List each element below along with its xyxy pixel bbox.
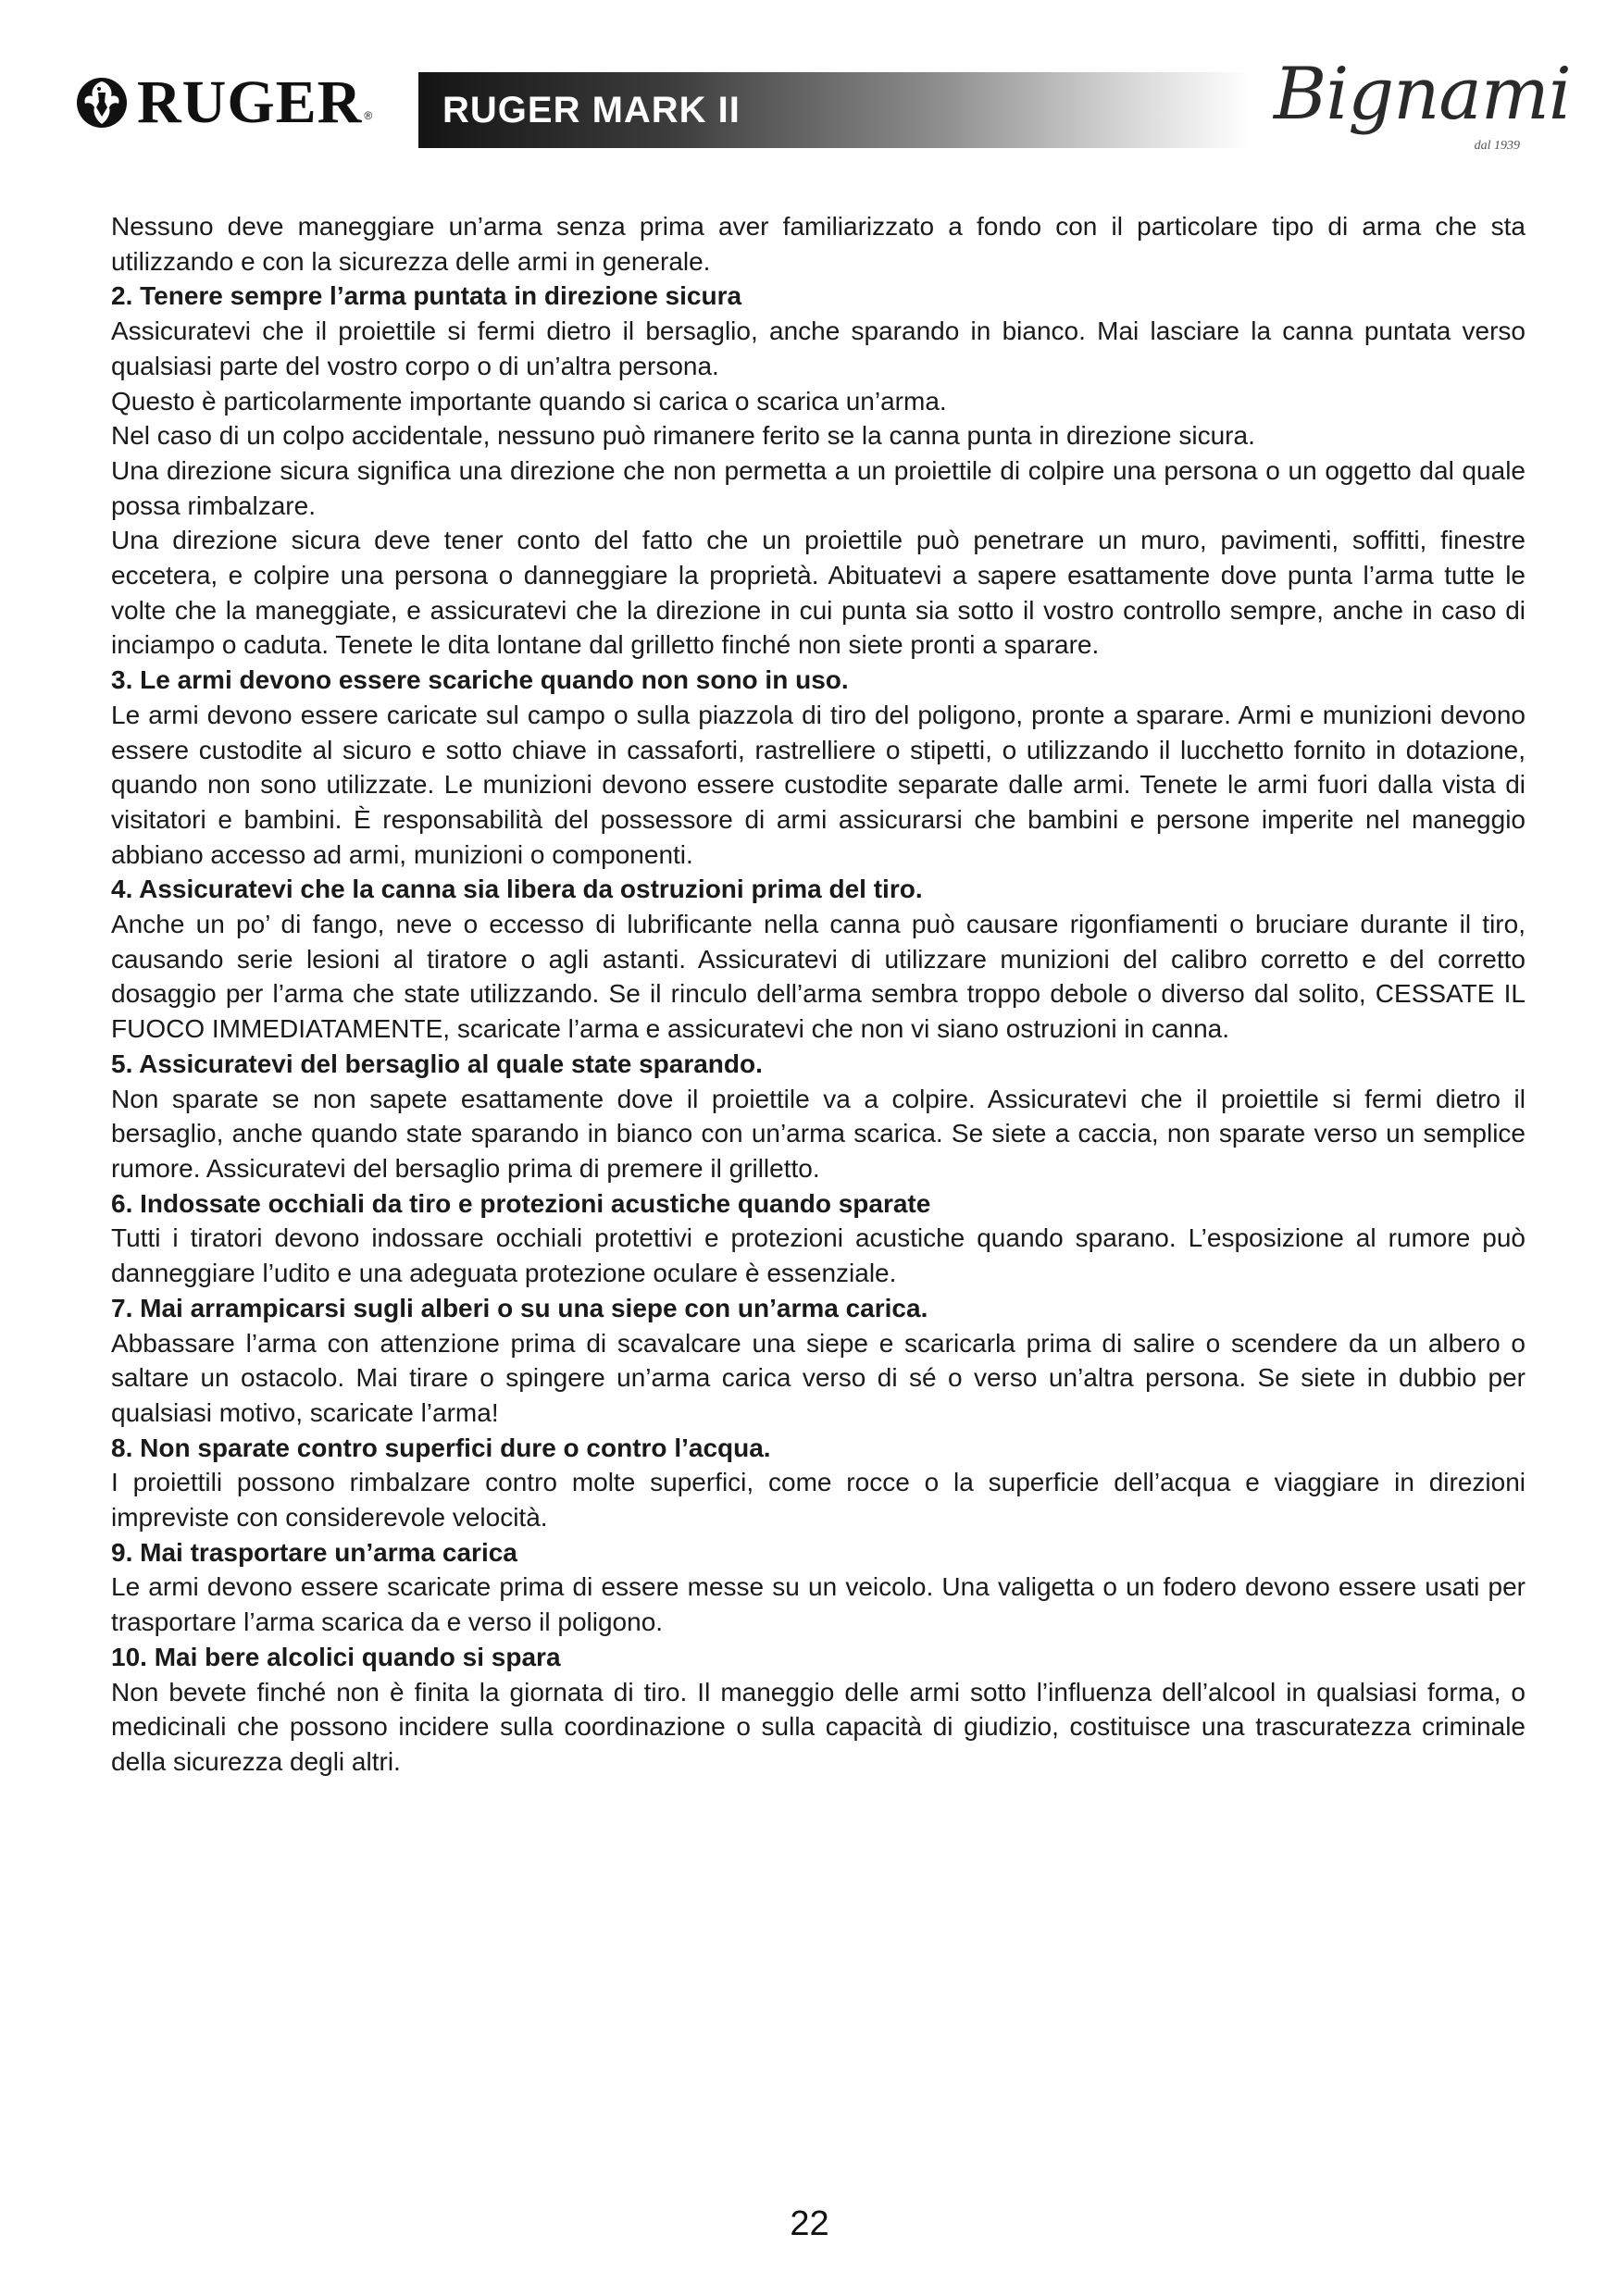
- ruger-wordmark: RUGER: [137, 68, 363, 136]
- ruger-eagle-icon: [74, 70, 130, 135]
- body-paragraph: Anche un po’ di fango, neve o eccesso di lubrificante nella canna può causare rigonfiamenti o bruciare durante il tiro, causando serie lesioni al tiratore o agli astanti. Assicuratevi di utilizzare munizioni del calibro corretto e del corretto dosaggio per l’arma che state utilizzando. Se il rinculo dell’arma sembra troppo debole o diverso dal solito, CESSATE IL FUOCO IMMEDIATAMENTE, scaricate l’arma e assicuratevi che non vi siano ostruzioni in canna.: [111, 910, 1526, 1044]
- bignami-wordmark: Bignami: [1274, 53, 1571, 136]
- bignami-since: dal 1939: [1474, 139, 1520, 153]
- body-paragraph: Una direzione sicura significa una direzione che non permetta a un proiettile di colpire una persona o un oggetto dal quale possa rimbalzare.: [111, 455, 1526, 520]
- ruger-logo: [74, 68, 372, 137]
- body-paragraph: Tutti i tiratori devono indossare occhiali protettivi e protezioni acustiche quando sparano. L’esposizione al rumore può danneggiare l’udito e una adeguata protezione oculare è essenziale.: [111, 1223, 1526, 1288]
- page-header: [0, 0, 1619, 185]
- section-heading: 4. Assicuratevi che la canna sia libera da ostruzioni prima del tiro.: [111, 875, 923, 904]
- body-paragraph: Non sparate se non sapete esattamente dove il proiettile va a colpire. Assicuratevi che il proiettile si fermi dietro il bersaglio, anche quando state sparando in bianco con un’arma scarica. Se siete a caccia, non sparate verso un semplice rumore. Assicuratevi del bersaglio prima di premere il grilletto.: [111, 1084, 1526, 1183]
- body-paragraph: Le armi devono essere caricate sul campo o sulla piazzola di tiro del poligono, pronte a sparare. Armi e munizioni devono essere custodite al sicuro e sotto chiave in cassaforti, rastrelliere o stipetti, o utilizzando il lucchetto fornito in dotazione, quando non sono utilizzate. Le munizioni devono essere custodite separate dalle armi. Tenete le armi fuori dalla vista di visitatori e bambini. È responsabilità del possessore di armi assicurarsi che bambini e persone imperite nel maneggio abbiano accesso ad armi, munizioni o componenti.: [111, 700, 1526, 869]
- body-paragraph: Una direzione sicura deve tener conto del fatto che un proiettile può penetrare un muro, pavimenti, soffitti, finestre eccetera, e colpire una persona o danneggiare la proprietà. Abituatevi a sapere esattamente dove punta l’arma tutte le volte che la maneggiate, e assicuratevi che la direzione in cui punta sia sotto il vostro controllo sempre, anche in caso di inciampo o caduta. Tenete le dita lontane dal grilletto finché non siete pronti a sparare.: [111, 526, 1526, 660]
- title-banner: [418, 72, 1252, 148]
- body-paragraph: Assicuratevi che il proiettile si fermi dietro il bersaglio, anche sparando in bianco. Mai lasciare la canna puntata verso qualsiasi parte del vostro corpo o di un’altra persona.: [111, 316, 1526, 380]
- section-heading: 9. Mai trasportare un’arma carica: [111, 1537, 517, 1567]
- bignami-logo: [1261, 44, 1571, 157]
- section-heading: 6. Indossate occhiali da tiro e protezioni acustiche quando sparate: [111, 1188, 931, 1218]
- body-paragraph: Non bevete finché non è finita la giornata di tiro. Il maneggio delle armi sotto l’influenza dell’alcool in qualsiasi forma, o medicinali che possono incidere sulla coordinazione o sulla capacità di giudizio, costituisce una trascuratezza criminale della sicurezza degli altri.: [111, 1677, 1526, 1776]
- body-paragraph: Abbassare l’arma con attenzione prima di scavalcare una siepe e scaricarla prima di salire o scendere da un albero o saltare un ostacolo. Mai tirare o spingere un’arma carica verso di sé o verso un’altra persona. Se siete in dubbio per qualsiasi motivo, scaricate l’arma!: [111, 1328, 1526, 1427]
- section-heading: 2. Tenere sempre l’arma puntata in direzione sicura: [111, 281, 742, 311]
- body-paragraph: Le armi devono essere scaricate prima di essere messe su un veicolo. Una valigetta o un fodero devono essere usati per trasportare l’arma scarica da e verso il poligono.: [111, 1572, 1526, 1637]
- document-body: [111, 209, 1526, 1780]
- section-heading: 8. Non sparate contro superfici dure o contro l’acqua.: [111, 1433, 771, 1462]
- body-paragraph: Nel caso di un colpo accidentale, nessuno può rimanere ferito se la canna punta in direzione sicura.: [111, 421, 1255, 451]
- body-paragraph: Questo è particolarmente importante quando si carica o scarica un’arma.: [111, 386, 947, 416]
- registered-mark: ®: [364, 109, 373, 122]
- document-title: RUGER MARK II: [442, 90, 741, 130]
- section-heading: 3. Le armi devono essere scariche quando non sono in uso.: [111, 665, 849, 695]
- section-heading: 10. Mai bere alcolici quando si spara: [111, 1642, 561, 1671]
- body-paragraph: I proiettili possono rimbalzare contro molte superfici, come rocce o la superficie dell’acqua e viaggiare in direzioni impreviste con considerevole velocità.: [111, 1468, 1526, 1533]
- section-heading: 5. Assicuratevi del bersaglio al quale state sparando.: [111, 1049, 763, 1078]
- intro-paragraph: Nessuno deve maneggiare un’arma senza prima aver familiarizzato a fondo con il particolare tipo di arma che sta utilizzando e con la sicurezza delle armi in generale.: [111, 212, 1526, 276]
- section-heading: 7. Mai arrampicarsi sugli alberi o su una siepe con un’arma carica.: [111, 1293, 928, 1322]
- page-number: 22: [790, 2204, 829, 2243]
